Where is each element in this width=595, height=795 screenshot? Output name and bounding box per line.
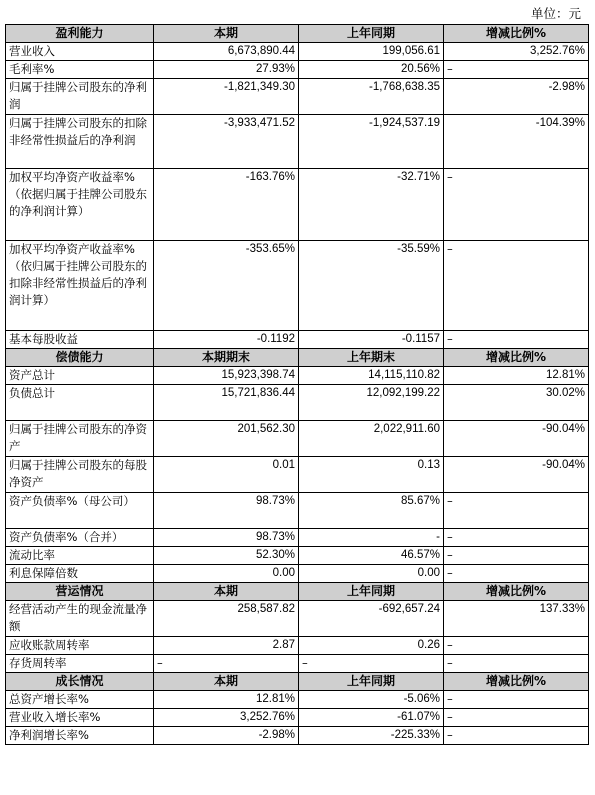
- prior-value-cell: -692,657.24: [299, 601, 444, 637]
- row-label: 归属于挂牌公司股东的每股净资产: [6, 457, 154, 493]
- current-value-cell: -0.1192: [154, 331, 299, 349]
- prior-value-cell: 199,056.61: [299, 43, 444, 61]
- change-ratio-cell: –: [444, 547, 589, 565]
- current-value-cell: -2.98%: [154, 727, 299, 745]
- prior-value-cell: 46.57%: [299, 547, 444, 565]
- prior-value-cell: 2,022,911.60: [299, 421, 444, 457]
- table-row: [6, 601, 589, 637]
- table-row: [6, 367, 589, 385]
- prior-value-cell: 0.26: [299, 637, 444, 655]
- change-ratio-cell: -104.39%: [444, 115, 589, 169]
- table-row: [6, 691, 589, 709]
- prior-value-cell: -225.33%: [299, 727, 444, 745]
- table-row: [6, 421, 589, 457]
- change-ratio-cell: 3,252.76%: [444, 43, 589, 61]
- section-header-row: [6, 583, 589, 601]
- change-ratio-cell: –: [444, 565, 589, 583]
- table-row: [6, 79, 589, 115]
- row-label: 归属于挂牌公司股东的净利润: [6, 79, 154, 115]
- section-header-row: [6, 25, 589, 43]
- change-ratio-cell: -90.04%: [444, 421, 589, 457]
- row-label: 净利润增长率%: [6, 727, 154, 745]
- change-ratio-cell: –: [444, 241, 589, 331]
- row-label: 流动比率: [6, 547, 154, 565]
- row-label: 资产负债率%（合并）: [6, 529, 154, 547]
- current-value-cell: 15,923,398.74: [154, 367, 299, 385]
- change-ratio-cell: –: [444, 61, 589, 79]
- change-ratio-cell: –: [444, 709, 589, 727]
- row-label: 加权平均净资产收益率%（依归属于挂牌公司股东的扣除非经常性损益后的净利润计算）: [6, 241, 154, 331]
- row-label: 资产负债率%（母公司）: [6, 493, 154, 529]
- current-value-cell: -1,821,349.30: [154, 79, 299, 115]
- table-row: [6, 709, 589, 727]
- prior-value-cell: 20.56%: [299, 61, 444, 79]
- prior-value-cell: -1,924,537.19: [299, 115, 444, 169]
- column-header: 上年同期: [299, 583, 444, 601]
- current-value-cell: 52.30%: [154, 547, 299, 565]
- table-row: [6, 331, 589, 349]
- table-row: [6, 655, 589, 673]
- row-label: 负债总计: [6, 385, 154, 421]
- prior-value-cell: -61.07%: [299, 709, 444, 727]
- column-header: 增减比例%: [444, 25, 589, 43]
- prior-value-cell: 12,092,199.22: [299, 385, 444, 421]
- change-ratio-cell: -2.98%: [444, 79, 589, 115]
- prior-value-cell: 0.00: [299, 565, 444, 583]
- change-ratio-cell: –: [444, 169, 589, 241]
- row-label: 存货周转率: [6, 655, 154, 673]
- section-header-row: [6, 673, 589, 691]
- current-value-cell: –: [154, 655, 299, 673]
- table-row: [6, 547, 589, 565]
- column-header: 成长情况: [6, 673, 154, 691]
- row-label: 加权平均净资产收益率%（依据归属于挂牌公司股东的净利润计算）: [6, 169, 154, 241]
- column-header: 上年期末: [299, 349, 444, 367]
- row-label: 资产总计: [6, 367, 154, 385]
- column-header: 增减比例%: [444, 349, 589, 367]
- current-value-cell: 98.73%: [154, 493, 299, 529]
- table-row: [6, 61, 589, 79]
- prior-value-cell: -35.59%: [299, 241, 444, 331]
- current-value-cell: 98.73%: [154, 529, 299, 547]
- table-row: [6, 565, 589, 583]
- column-header: 增减比例%: [444, 583, 589, 601]
- current-value-cell: 201,562.30: [154, 421, 299, 457]
- prior-value-cell: –: [299, 655, 444, 673]
- current-value-cell: -163.76%: [154, 169, 299, 241]
- current-value-cell: 258,587.82: [154, 601, 299, 637]
- change-ratio-cell: 30.02%: [444, 385, 589, 421]
- column-header: 本期: [154, 583, 299, 601]
- table-row: [6, 385, 589, 421]
- prior-value-cell: 0.13: [299, 457, 444, 493]
- row-label: 归属于挂牌公司股东的净资产: [6, 421, 154, 457]
- change-ratio-cell: –: [444, 529, 589, 547]
- change-ratio-cell: -90.04%: [444, 457, 589, 493]
- prior-value-cell: 14,115,110.82: [299, 367, 444, 385]
- table-row: [6, 43, 589, 61]
- change-ratio-cell: 12.81%: [444, 367, 589, 385]
- row-label: 总资产增长率%: [6, 691, 154, 709]
- prior-value-cell: -32.71%: [299, 169, 444, 241]
- change-ratio-cell: –: [444, 493, 589, 529]
- prior-value-cell: -5.06%: [299, 691, 444, 709]
- table-row: [6, 637, 589, 655]
- row-label: 利息保障倍数: [6, 565, 154, 583]
- row-label: 归属于挂牌公司股东的扣除非经常性损益后的净利润: [6, 115, 154, 169]
- table-row: [6, 727, 589, 745]
- prior-value-cell: -: [299, 529, 444, 547]
- current-value-cell: -3,933,471.52: [154, 115, 299, 169]
- unit-label: 单位：元: [530, 6, 581, 21]
- column-header: 上年同期: [299, 25, 444, 43]
- prior-value-cell: 85.67%: [299, 493, 444, 529]
- financial-indicators-table: [5, 24, 589, 745]
- change-ratio-cell: –: [444, 727, 589, 745]
- row-label: 营业收入: [6, 43, 154, 61]
- change-ratio-cell: 137.33%: [444, 601, 589, 637]
- current-value-cell: -353.65%: [154, 241, 299, 331]
- change-ratio-cell: –: [444, 637, 589, 655]
- column-header: 偿债能力: [6, 349, 154, 367]
- current-value-cell: 0.00: [154, 565, 299, 583]
- table-row: [6, 529, 589, 547]
- column-header: 盈利能力: [6, 25, 154, 43]
- current-value-cell: 27.93%: [154, 61, 299, 79]
- table-row: [6, 115, 589, 169]
- table-row: [6, 457, 589, 493]
- change-ratio-cell: –: [444, 691, 589, 709]
- current-value-cell: 6,673,890.44: [154, 43, 299, 61]
- row-label: 经营活动产生的现金流量净额: [6, 601, 154, 637]
- column-header: 本期期末: [154, 349, 299, 367]
- row-label: 基本每股收益: [6, 331, 154, 349]
- current-value-cell: 15,721,836.44: [154, 385, 299, 421]
- change-ratio-cell: –: [444, 655, 589, 673]
- current-value-cell: 0.01: [154, 457, 299, 493]
- current-value-cell: 2.87: [154, 637, 299, 655]
- prior-value-cell: -0.1157: [299, 331, 444, 349]
- prior-value-cell: -1,768,638.35: [299, 79, 444, 115]
- column-header: 本期: [154, 673, 299, 691]
- row-label: 应收账款周转率: [6, 637, 154, 655]
- section-header-row: [6, 349, 589, 367]
- column-header: 营运情况: [6, 583, 154, 601]
- table-row: [6, 493, 589, 529]
- table-row: [6, 169, 589, 241]
- table-row: [6, 241, 589, 331]
- row-label: 毛利率%: [6, 61, 154, 79]
- column-header: 增减比例%: [444, 673, 589, 691]
- column-header: 本期: [154, 25, 299, 43]
- change-ratio-cell: –: [444, 331, 589, 349]
- row-label: 营业收入增长率%: [6, 709, 154, 727]
- column-header: 上年同期: [299, 673, 444, 691]
- current-value-cell: 12.81%: [154, 691, 299, 709]
- current-value-cell: 3,252.76%: [154, 709, 299, 727]
